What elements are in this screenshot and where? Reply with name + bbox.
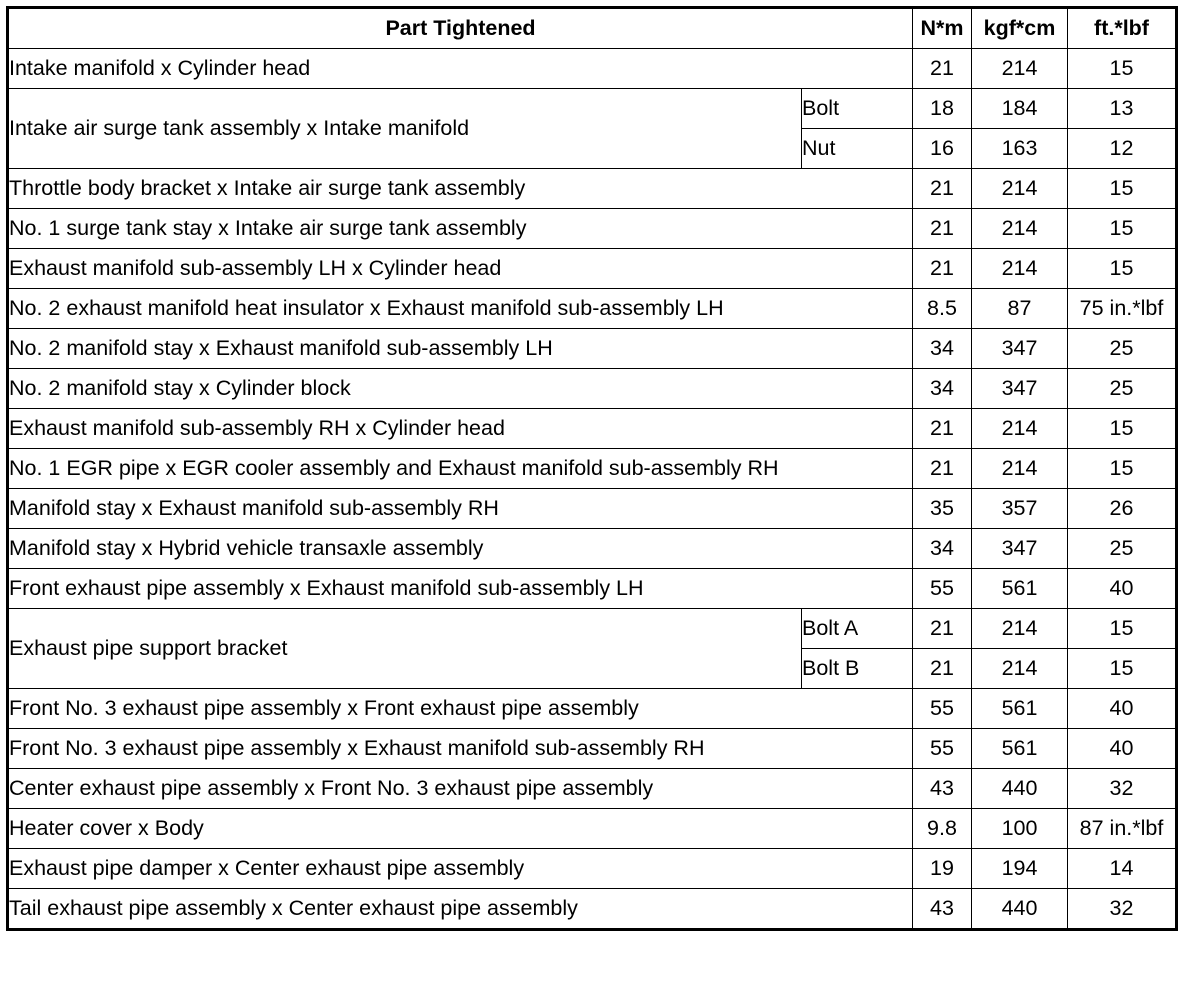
- part-tightened-cell: Exhaust manifold sub-assembly RH x Cylinder head: [8, 409, 913, 449]
- torque-ft-lbf-cell: 87 in.*lbf: [1068, 809, 1177, 849]
- table-row: [8, 369, 1177, 409]
- table-row: [8, 329, 1177, 369]
- torque-kgf-cm-cell: 163: [972, 129, 1068, 169]
- header-row: [8, 8, 1177, 49]
- table-row: [8, 209, 1177, 249]
- part-tightened-cell: Manifold stay x Exhaust manifold sub-assembly RH: [8, 489, 913, 529]
- torque-kgf-cm-cell: 100: [972, 809, 1068, 849]
- torque-kgf-cm-cell: 214: [972, 609, 1068, 649]
- torque-nm-cell: 21: [913, 49, 972, 89]
- torque-kgf-cm-cell: 214: [972, 169, 1068, 209]
- torque-kgf-cm-cell: 347: [972, 329, 1068, 369]
- torque-ft-lbf-cell: 32: [1068, 769, 1177, 809]
- table-row: [8, 49, 1177, 89]
- table-row: [8, 769, 1177, 809]
- torque-ft-lbf-cell: 25: [1068, 329, 1177, 369]
- table-row: [8, 809, 1177, 849]
- torque-ft-lbf-cell: 12: [1068, 129, 1177, 169]
- torque-nm-cell: 9.8: [913, 809, 972, 849]
- table-row: [8, 289, 1177, 329]
- torque-kgf-cm-cell: 347: [972, 369, 1068, 409]
- part-tightened-cell: No. 2 exhaust manifold heat insulator x Exhaust manifold sub-assembly LH: [8, 289, 913, 329]
- torque-spec-table: [6, 6, 1178, 931]
- table-row: [8, 609, 1177, 649]
- torque-nm-cell: 43: [913, 769, 972, 809]
- torque-nm-cell: 21: [913, 649, 972, 689]
- part-tightened-cell: No. 1 EGR pipe x EGR cooler assembly and Exhaust manifold sub-assembly RH: [8, 449, 913, 489]
- torque-ft-lbf-cell: 75 in.*lbf: [1068, 289, 1177, 329]
- table-row: [8, 489, 1177, 529]
- part-tightened-cell: Exhaust pipe damper x Center exhaust pipe assembly: [8, 849, 913, 889]
- torque-ft-lbf-cell: 40: [1068, 689, 1177, 729]
- part-tightened-cell: Intake manifold x Cylinder head: [8, 49, 913, 89]
- part-tightened-cell: Exhaust pipe support bracket: [8, 609, 802, 689]
- torque-ft-lbf-cell: 15: [1068, 209, 1177, 249]
- torque-ft-lbf-cell: 15: [1068, 409, 1177, 449]
- table-row: [8, 449, 1177, 489]
- torque-ft-lbf-cell: 40: [1068, 569, 1177, 609]
- torque-ft-lbf-cell: 32: [1068, 889, 1177, 930]
- torque-kgf-cm-cell: 184: [972, 89, 1068, 129]
- torque-nm-cell: 21: [913, 409, 972, 449]
- table-row: [8, 569, 1177, 609]
- torque-kgf-cm-cell: 561: [972, 729, 1068, 769]
- torque-kgf-cm-cell: 194: [972, 849, 1068, 889]
- torque-nm-cell: 18: [913, 89, 972, 129]
- table-row: [8, 409, 1177, 449]
- torque-ft-lbf-cell: 26: [1068, 489, 1177, 529]
- table-row: [8, 849, 1177, 889]
- table-row: [8, 689, 1177, 729]
- torque-nm-cell: 34: [913, 329, 972, 369]
- torque-kgf-cm-cell: 561: [972, 569, 1068, 609]
- header-kgf-cm: kgf*cm: [972, 8, 1068, 49]
- torque-nm-cell: 8.5: [913, 289, 972, 329]
- torque-kgf-cm-cell: 214: [972, 449, 1068, 489]
- table-body: [8, 49, 1177, 930]
- torque-nm-cell: 55: [913, 729, 972, 769]
- torque-nm-cell: 55: [913, 569, 972, 609]
- part-tightened-cell: No. 1 surge tank stay x Intake air surge tank assembly: [8, 209, 913, 249]
- torque-ft-lbf-cell: 15: [1068, 49, 1177, 89]
- torque-ft-lbf-cell: 14: [1068, 849, 1177, 889]
- part-tightened-cell: No. 2 manifold stay x Exhaust manifold sub-assembly LH: [8, 329, 913, 369]
- torque-ft-lbf-cell: 15: [1068, 609, 1177, 649]
- fastener-type-cell: Bolt A: [802, 609, 913, 649]
- torque-nm-cell: 21: [913, 249, 972, 289]
- part-tightened-cell: Throttle body bracket x Intake air surge tank assembly: [8, 169, 913, 209]
- header-nm: N*m: [913, 8, 972, 49]
- part-tightened-cell: Manifold stay x Hybrid vehicle transaxle assembly: [8, 529, 913, 569]
- torque-ft-lbf-cell: 25: [1068, 529, 1177, 569]
- header-ft-lbf: ft.*lbf: [1068, 8, 1177, 49]
- fastener-type-cell: Bolt: [802, 89, 913, 129]
- torque-nm-cell: 21: [913, 169, 972, 209]
- torque-ft-lbf-cell: 13: [1068, 89, 1177, 129]
- torque-kgf-cm-cell: 347: [972, 529, 1068, 569]
- torque-kgf-cm-cell: 440: [972, 769, 1068, 809]
- part-tightened-cell: Tail exhaust pipe assembly x Center exhaust pipe assembly: [8, 889, 913, 930]
- torque-kgf-cm-cell: 440: [972, 889, 1068, 930]
- part-tightened-cell: Front No. 3 exhaust pipe assembly x Exhaust manifold sub-assembly RH: [8, 729, 913, 769]
- fastener-type-cell: Nut: [802, 129, 913, 169]
- torque-nm-cell: 55: [913, 689, 972, 729]
- table-row: [8, 169, 1177, 209]
- part-tightened-cell: No. 2 manifold stay x Cylinder block: [8, 369, 913, 409]
- torque-kgf-cm-cell: 214: [972, 249, 1068, 289]
- torque-nm-cell: 16: [913, 129, 972, 169]
- torque-nm-cell: 21: [913, 209, 972, 249]
- torque-nm-cell: 34: [913, 369, 972, 409]
- part-tightened-cell: Front exhaust pipe assembly x Exhaust manifold sub-assembly LH: [8, 569, 913, 609]
- torque-ft-lbf-cell: 25: [1068, 369, 1177, 409]
- torque-kgf-cm-cell: 87: [972, 289, 1068, 329]
- torque-ft-lbf-cell: 15: [1068, 249, 1177, 289]
- part-tightened-cell: Front No. 3 exhaust pipe assembly x Front exhaust pipe assembly: [8, 689, 913, 729]
- torque-nm-cell: 35: [913, 489, 972, 529]
- torque-kgf-cm-cell: 357: [972, 489, 1068, 529]
- torque-kgf-cm-cell: 214: [972, 209, 1068, 249]
- torque-nm-cell: 19: [913, 849, 972, 889]
- torque-kgf-cm-cell: 561: [972, 689, 1068, 729]
- torque-ft-lbf-cell: 15: [1068, 449, 1177, 489]
- torque-nm-cell: 43: [913, 889, 972, 930]
- part-tightened-cell: Heater cover x Body: [8, 809, 913, 849]
- torque-kgf-cm-cell: 214: [972, 649, 1068, 689]
- torque-ft-lbf-cell: 15: [1068, 169, 1177, 209]
- table-row: [8, 889, 1177, 930]
- torque-ft-lbf-cell: 40: [1068, 729, 1177, 769]
- torque-kgf-cm-cell: 214: [972, 409, 1068, 449]
- table-row: [8, 529, 1177, 569]
- part-tightened-cell: Exhaust manifold sub-assembly LH x Cylinder head: [8, 249, 913, 289]
- table-row: [8, 89, 1177, 129]
- torque-nm-cell: 21: [913, 449, 972, 489]
- torque-nm-cell: 34: [913, 529, 972, 569]
- torque-kgf-cm-cell: 214: [972, 49, 1068, 89]
- torque-ft-lbf-cell: 15: [1068, 649, 1177, 689]
- fastener-type-cell: Bolt B: [802, 649, 913, 689]
- part-tightened-cell: Center exhaust pipe assembly x Front No. 3 exhaust pipe assembly: [8, 769, 913, 809]
- part-tightened-cell: Intake air surge tank assembly x Intake manifold: [8, 89, 802, 169]
- header-part-tightened: Part Tightened: [8, 8, 913, 49]
- table-row: [8, 249, 1177, 289]
- table-row: [8, 729, 1177, 769]
- torque-nm-cell: 21: [913, 609, 972, 649]
